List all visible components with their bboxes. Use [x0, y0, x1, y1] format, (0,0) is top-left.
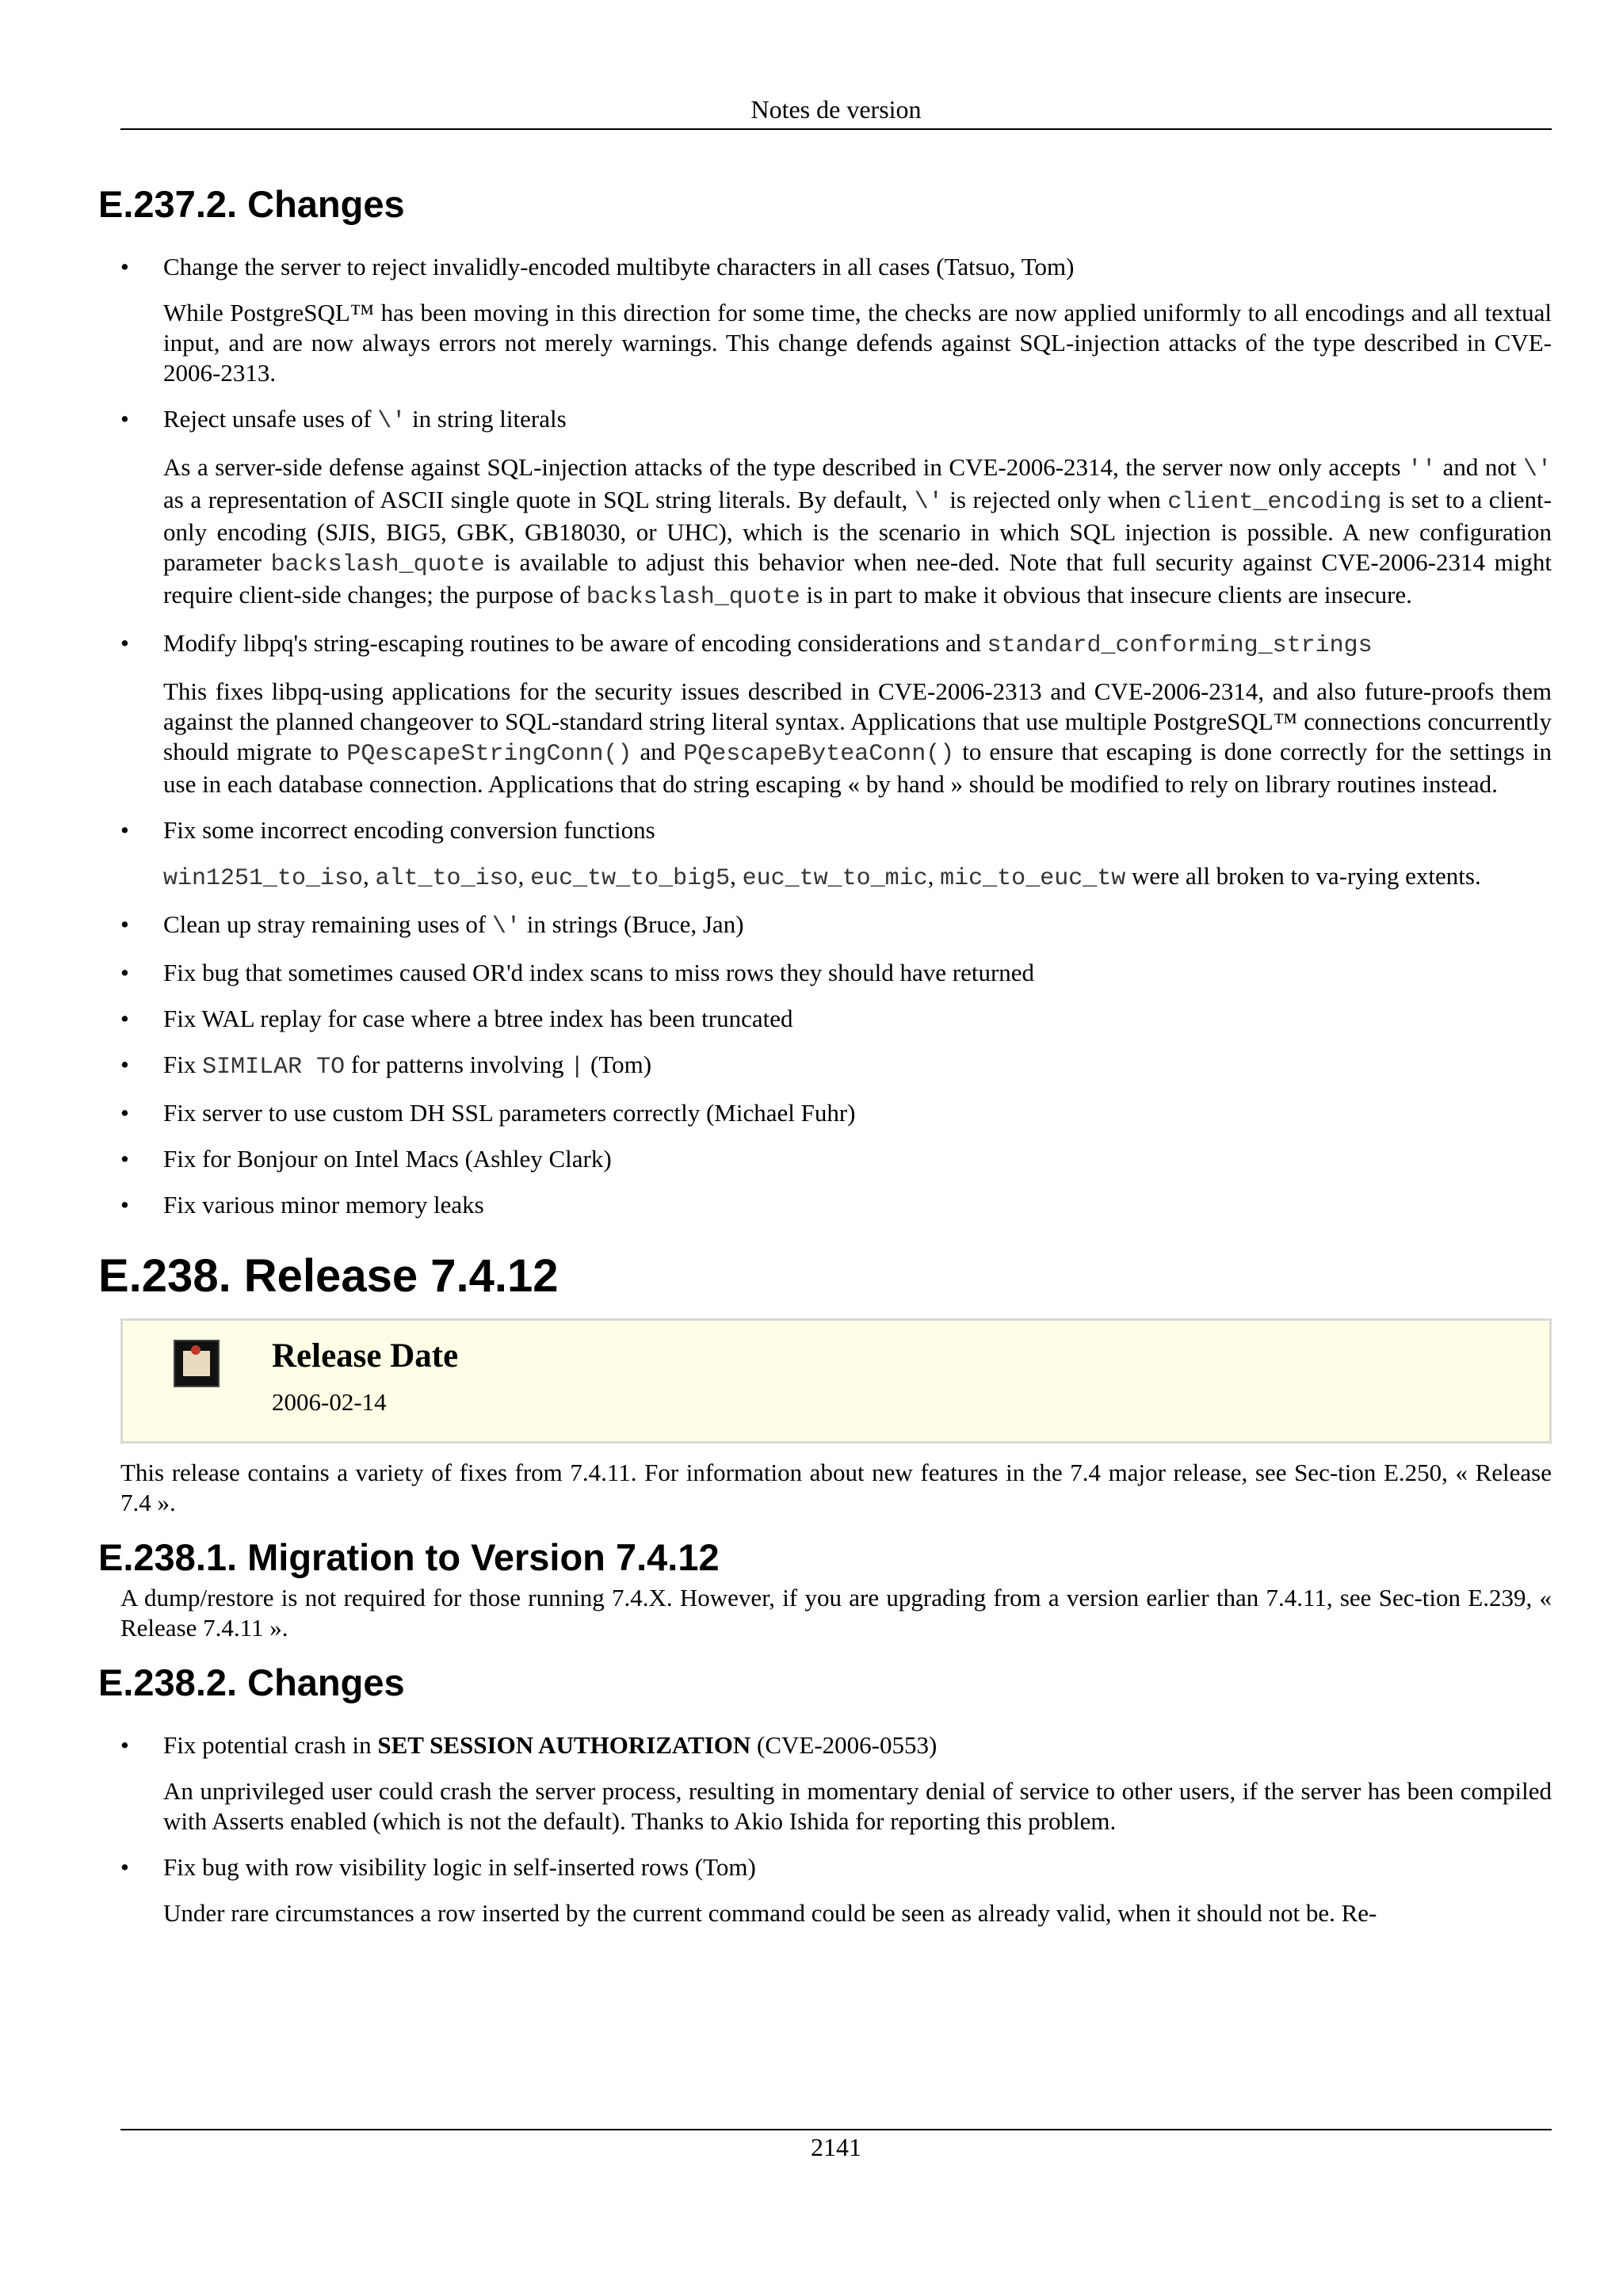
bullet: •	[120, 816, 129, 844]
bullet: •	[120, 1005, 129, 1032]
section-heading-e237-2: E.237.2. Changes	[98, 183, 405, 225]
item-title: Fix SIMILAR TO for patterns involving | (Tom)	[163, 1051, 652, 1081]
item-title: Fix various minor memory leaks	[163, 1191, 484, 1219]
item-description: As a server-side defense against SQL-injection attacks of the type described in CVE-2006-2314, the server now only accepts '' and not \' as a representation of ASCII single quote in SQL string literals. By default, \' is rejected only when client_encoding is set to a client-only encoding (SJIS, BIG5, GBK, GB18030, or UHC), which is the scenario in which SQL injection is possible. A new configuration parameter backslash_quote is available to adjust this behavior when nee-ded. Note that full security against CVE-2006-2314 might require client-side changes; the purpose of backslash_quote is in part to make it obvious that insecure clients are insecure.	[163, 453, 1552, 611]
item-title: Change the server to reject invalidly-encoded multibyte characters in all cases (Tatsuo, Tom)	[163, 253, 1075, 280]
note-icon	[174, 1340, 220, 1387]
list-item	[98, 815, 1552, 894]
list-item	[98, 252, 1552, 388]
item-description: This fixes libpq-using applications for the security issues described in CVE-2006-2313 and CVE-2006-2314, and also future-proofs them against the planned changeover to SQL-standard string literal syntax. Applications that use multiple PostgreSQL™ connections concurrently should migrate to PQescapeStringConn() and PQescapeByteaConn() to ensure that escaping is done correctly for the settings in use in each database connection. Applications that do string escaping « by hand » should be modified to rely on library routines instead.	[163, 677, 1552, 798]
item-description: While PostgreSQL™ has been moving in this direction for some time, the checks are now applied uniformly to all encodings and all textual input, and are now always errors not merely warnings. This change defends against SQL-injection attacks of the type described in CVE-2006-2313.	[163, 299, 1552, 387]
list-item	[98, 1190, 1552, 1220]
page-number: 2141	[811, 2133, 861, 2161]
section-heading-e238-1: E.238.1. Migration to Version 7.4.12	[98, 1536, 720, 1578]
bullet: •	[120, 1099, 129, 1127]
list-item	[98, 1144, 1552, 1174]
list-item	[98, 910, 1552, 942]
item-title: Fix bug that sometimes caused OR'd index scans to miss rows they should have returned	[163, 959, 1035, 986]
item-title: Clean up stray remaining uses of \' in strings (Bruce, Jan)	[163, 910, 744, 940]
changes-list-e238-2	[98, 1730, 1552, 1928]
bullet: •	[120, 959, 129, 986]
item-title: Fix potential crash in SET SESSION AUTHORIZATION (CVE-2006-0553)	[163, 1731, 938, 1759]
item-title: Fix for Bonjour on Intel Macs (Ashley Clark)	[163, 1145, 612, 1173]
note-pin	[191, 1345, 200, 1355]
item-description: win1251_to_iso, alt_to_iso, euc_tw_to_big5, euc_tw_to_mic, mic_to_euc_tw were all broken to va-rying extents.	[163, 862, 1481, 892]
changes-list-e237-2	[98, 252, 1552, 1220]
section-heading-e238-2: E.238.2. Changes	[98, 1661, 405, 1703]
item-title: Fix server to use custom DH SSL parameters correctly (Michael Fuhr)	[163, 1099, 856, 1127]
bullet: •	[120, 1191, 129, 1219]
running-header: Notes de version	[750, 95, 922, 124]
list-item	[98, 1852, 1552, 1928]
item-description: An unprivileged user could crash the server process, resulting in momentary denial of service to other users, if the server has been compiled with Asserts enabled (which is not the default). Thanks to Akio Ishida for reporting this problem.	[163, 1777, 1552, 1835]
section-heading-e238: E.238. Release 7.4.12	[98, 1250, 559, 1302]
list-item	[98, 1004, 1552, 1034]
item-title: Modify libpq's string-escaping routines to be aware of encoding considerations and standard_conforming_strings	[163, 629, 1373, 659]
bullet: •	[120, 1853, 129, 1881]
bullet: •	[120, 1731, 129, 1759]
list-item	[98, 1730, 1552, 1836]
list-item	[98, 1050, 1552, 1082]
release-date: 2006-02-14	[272, 1388, 387, 1416]
bullet: •	[120, 629, 129, 657]
release-intro: This release contains a variety of fixes from 7.4.11. For information about new features in the 7.4 major release, see Sec-tion E.250, « Release 7.4 ».	[120, 1459, 1552, 1516]
item-title: Fix bug with row visibility logic in self-inserted rows (Tom)	[163, 1853, 756, 1881]
list-item	[98, 404, 1552, 612]
bullet: •	[120, 1051, 129, 1078]
list-item	[98, 958, 1552, 988]
bullet: •	[120, 253, 129, 280]
bullet: •	[120, 910, 129, 938]
bullet: •	[120, 405, 129, 433]
page-content	[98, 182, 1552, 1928]
item-title: Fix WAL replay for case where a btree index has been truncated	[163, 1005, 793, 1032]
item-title: Fix some incorrect encoding conversion functions	[163, 816, 655, 844]
bullet: •	[120, 1145, 129, 1173]
note-title: Release Date	[272, 1337, 459, 1375]
list-item	[98, 628, 1552, 799]
footer-rule	[120, 2129, 1552, 2130]
release-date-note	[120, 1318, 1552, 1444]
item-title: Reject unsafe uses of \' in string literals	[163, 405, 567, 435]
list-item	[98, 1098, 1552, 1128]
migration-text: A dump/restore is not required for those running 7.4.X. However, if you are upgrading from a version earlier than 7.4.11, see Sec-tion E.239, « Release 7.4.11 ».	[120, 1584, 1552, 1642]
item-description: Under rare circumstances a row inserted by the current command could be seen as already valid, when it should not be. Re-	[163, 1899, 1377, 1927]
header-rule	[120, 128, 1552, 130]
